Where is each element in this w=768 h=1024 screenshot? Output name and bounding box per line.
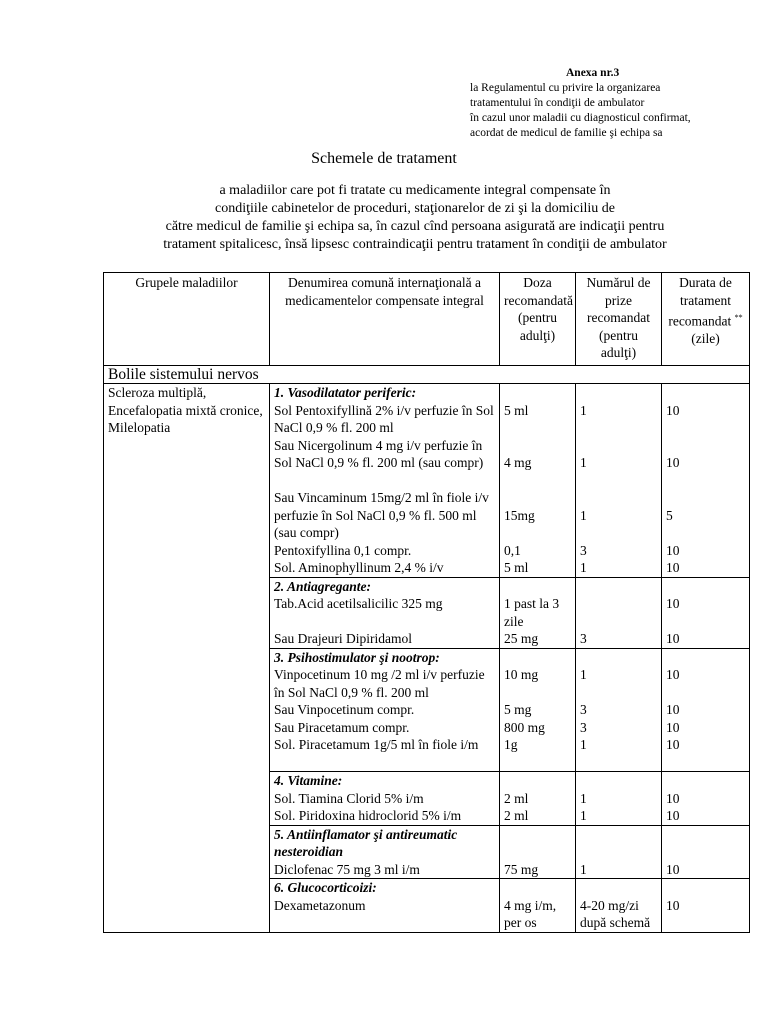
drug-dose: 1 past la 3 zile (504, 596, 560, 629)
group-title: 2. Antiagregante: (274, 578, 372, 594)
duration-cell (662, 772, 750, 826)
drug-prizes: 3 (580, 702, 587, 717)
header-duration (662, 273, 750, 366)
drug-days: 10 (666, 790, 680, 806)
intro-line: condiţiile cabinetelor de proceduri, staţionarelor de zi şi la domiciliu de (214, 201, 616, 216)
drug-days: 10 (666, 455, 680, 470)
drug-name-cell (270, 648, 500, 772)
table-row (104, 384, 750, 578)
drug-days: 10 (666, 631, 680, 646)
document-title: Schemele de tratament (311, 150, 457, 167)
drug-name: Tab.Acid acetilsalicilic 325 mg (274, 596, 443, 611)
intro-line: a maladiilor care pot fi tratate cu medicamente integral compensate în (219, 183, 611, 198)
drug-prizes (580, 595, 657, 630)
drug-days: 10 (666, 719, 680, 735)
drug-name: Sau Nicergolinum 4 mg i/v perfuzie în Sol NaCl 0,9 % fl. 200 ml (sau compr) (274, 437, 484, 470)
drug-days: 10 (666, 542, 680, 558)
duration-cell (662, 879, 750, 933)
drug-name-cell (270, 772, 500, 826)
dose-cell (500, 648, 576, 772)
drug-dose: 5 ml (504, 560, 529, 575)
drug-name: Sol. Piridoxina hidroclorid 5% i/m (274, 808, 462, 823)
header-duration-unit: (zile) (691, 331, 720, 346)
header-disease-groups: Grupele maladiilor (104, 273, 270, 366)
section-title: Bolile sistemului nervos (104, 365, 750, 384)
drug-prizes: 1 (580, 402, 587, 418)
drug-days: 10 (666, 737, 680, 752)
duration-cell (662, 577, 750, 648)
drug-name: Sau Vincaminum 15mg/2 ml în fiole i/v perfuzie în Sol NaCl 0,9 % fl. 500 ml (sau compr) (274, 490, 489, 540)
drug-prizes: 3 (580, 631, 587, 646)
prizes-cell (576, 825, 662, 879)
drug-name: Pentoxifyllina 0,1 compr. (274, 542, 412, 558)
drug-name: Diclofenac 75 mg 3 ml i/m (274, 861, 420, 877)
annex-line: la Regulamentul cu privire la organizarea (470, 82, 661, 94)
group-title: 1. Vasodilatator periferic: (274, 385, 417, 400)
header-dose: Doza recomandată (pentru adulţi) (500, 273, 576, 366)
drug-prizes: 1 (580, 507, 587, 523)
drug-name: Sol. Piracetamum 1g/5 ml în fiole i/m (274, 737, 479, 752)
header-duration-text: Durata de tratament recomandat (668, 275, 732, 329)
drug-name-cell (270, 825, 500, 879)
annex-line: tratamentului în condiţii de ambulator (470, 97, 645, 109)
drug-prizes: 4-20 mg/zi după schemă (580, 897, 651, 930)
drug-days: 10 (666, 402, 680, 418)
drug-dose: 1g (504, 737, 518, 752)
section-row (104, 365, 750, 384)
duration-cell (662, 384, 750, 578)
header-prizes: Numărul de prize recomandat (pentru adulţi) (576, 273, 662, 366)
annex-title: Anexa nr.3 (566, 67, 620, 79)
prizes-cell (576, 648, 662, 772)
dose-cell (500, 577, 576, 648)
annex-line: acordat de medicul de familie şi echipa sa (470, 127, 663, 139)
drug-dose: 800 mg (504, 719, 545, 735)
group-title: 3. Psihostimulator şi nootrop: (274, 649, 440, 665)
drug-prizes: 1 (580, 455, 587, 470)
drug-dose: 75 mg (504, 861, 539, 877)
group-title: 4. Vitamine: (274, 773, 343, 788)
drug-dose: 4 mg (504, 455, 532, 470)
document-intro (100, 182, 730, 254)
disease-groups-cell: Scleroza multiplă, Encefalopatia mixtă cronice, Milelopatia (104, 384, 270, 933)
duration-cell (662, 825, 750, 879)
annex-block (470, 66, 760, 141)
drug-prizes: 3 (580, 542, 587, 558)
drug-prizes: 1 (580, 737, 587, 752)
drug-days: 10 (666, 560, 680, 575)
dose-cell (500, 879, 576, 933)
prizes-cell (576, 577, 662, 648)
drug-dose: 2 ml (504, 808, 529, 823)
drug-prizes: 1 (580, 808, 587, 823)
intro-line: către medicul de familie şi echipa sa, în cazul cînd persoana asigurată are indicaţii pentru (165, 219, 665, 234)
dose-cell (500, 772, 576, 826)
drug-days: 10 (666, 897, 680, 913)
drug-name: Sol Pentoxifyllină 2% i/v perfuzie în Sol NaCl 0,9 % fl. 200 ml (274, 402, 494, 435)
drug-name: Sol. Aminophyllinum 2,4 % i/v (274, 560, 444, 575)
group-title: 5. Antiinflamator şi antireumatic nesteroidian (274, 826, 458, 859)
prizes-cell (576, 384, 662, 578)
prizes-cell (576, 879, 662, 933)
drug-name-cell (270, 577, 500, 648)
drug-dose: 5 mg (504, 702, 532, 717)
drug-dose: 15mg (504, 507, 535, 523)
annex-line: în cazul unor maladii cu diagnosticul confirmat, (470, 112, 691, 124)
dose-cell (500, 825, 576, 879)
dose-cell (500, 384, 576, 578)
drug-days: 5 (666, 507, 673, 523)
drug-dose: 25 mg (504, 631, 539, 646)
prizes-cell (576, 772, 662, 826)
drug-name: Sol. Tiamina Clorid 5% i/m (274, 790, 424, 806)
drug-dose: 10 mg (504, 667, 539, 682)
drug-name: Sau Drajeuri Dipiridamol (274, 631, 412, 646)
drug-dose: 4 mg i/m, per os (504, 897, 557, 930)
drug-days: 10 (666, 808, 680, 823)
drug-prizes: 3 (580, 719, 587, 735)
table-header-row (104, 273, 750, 366)
drug-dose: 0,1 (504, 542, 521, 558)
drug-prizes: 1 (580, 667, 587, 682)
drug-dose: 2 ml (504, 790, 529, 806)
drug-days: 10 (666, 861, 680, 877)
drug-name-cell (270, 879, 500, 933)
drug-days: 10 (666, 667, 680, 682)
drug-days: 10 (666, 596, 680, 611)
drug-prizes: 1 (580, 790, 587, 806)
drug-name-cell (270, 384, 500, 578)
header-duration-footnote: ** (734, 313, 743, 322)
intro-line: tratament spitalicesc, însă lipsesc contraindicaţii pentru tratament în condiţii de ambulator (163, 237, 667, 252)
drug-name: Sau Piracetamum compr. (274, 719, 410, 735)
drug-name: Dexametazonum (274, 897, 366, 913)
duration-cell (662, 648, 750, 772)
drug-prizes: 1 (580, 861, 587, 877)
drug-days: 10 (666, 702, 680, 717)
drug-prizes: 1 (580, 560, 587, 575)
drug-dose: 5 ml (504, 402, 529, 418)
group-title: 6. Glucocorticoizi: (274, 880, 377, 895)
drug-name: Vinpocetinum 10 mg /2 ml i/v perfuzie în Sol NaCl 0,9 % fl. 200 ml (274, 667, 485, 700)
treatment-table (103, 272, 750, 933)
header-drug-name: Denumirea comună internaţională a medicamentelor compensate integral (270, 273, 500, 366)
drug-name: Sau Vinpocetinum compr. (274, 702, 415, 717)
